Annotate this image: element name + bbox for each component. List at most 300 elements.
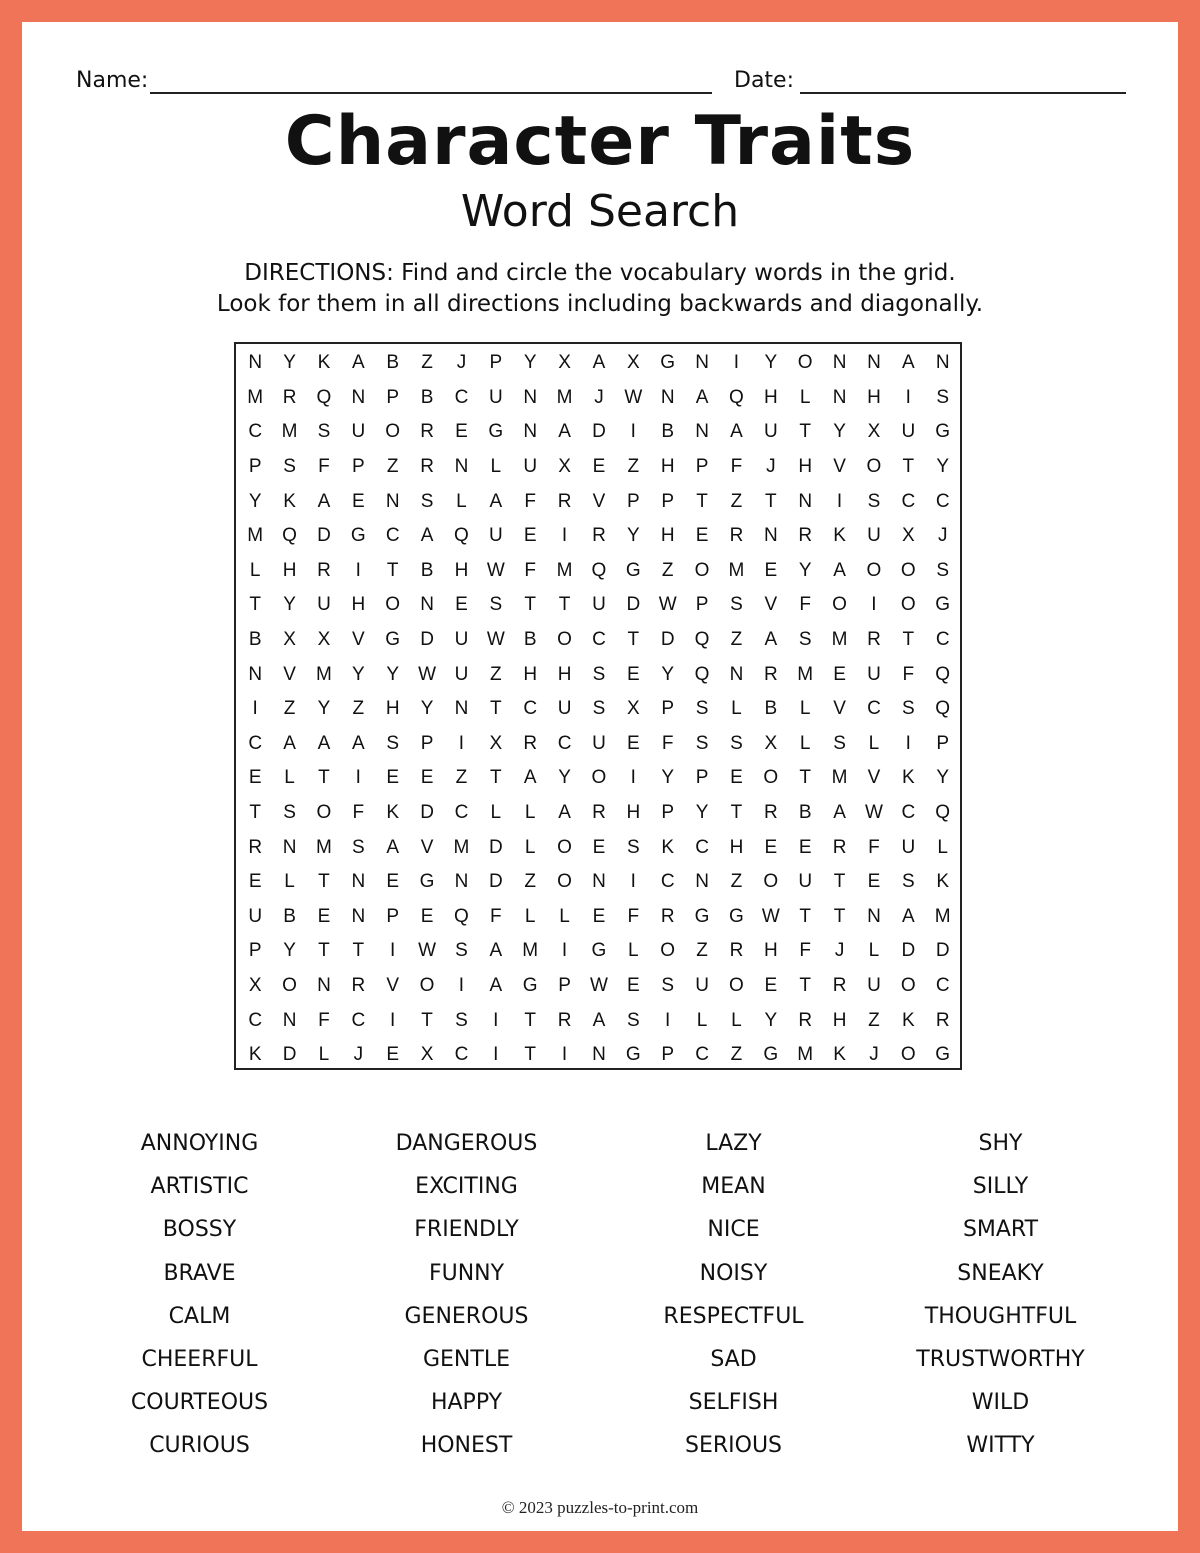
grid-cell[interactable]: U	[695, 974, 709, 996]
grid-cell[interactable]: N	[454, 698, 469, 720]
grid-cell[interactable]: L	[799, 698, 811, 720]
grid-cell[interactable]: P	[420, 732, 434, 754]
grid-cell[interactable]: E	[317, 905, 331, 927]
grid-cell[interactable]: Q	[454, 905, 469, 927]
grid-cell[interactable]: P	[248, 940, 262, 962]
grid-cell[interactable]: U	[901, 836, 916, 858]
grid-cell[interactable]: N	[420, 594, 434, 616]
grid-cell[interactable]: E	[455, 421, 468, 443]
grid-cell[interactable]: N	[695, 352, 709, 374]
grid-cell[interactable]: N	[523, 386, 538, 408]
grid-cell[interactable]: I	[733, 352, 740, 374]
grid-cell[interactable]: E	[867, 871, 881, 893]
grid-cell[interactable]: E	[730, 767, 743, 789]
grid-cell[interactable]: U	[454, 629, 469, 651]
grid-cell[interactable]: H	[282, 559, 297, 581]
grid-cell[interactable]: V	[833, 698, 846, 720]
grid-cell[interactable]: H	[798, 456, 813, 478]
grid-cell[interactable]: P	[351, 456, 365, 478]
grid-cell[interactable]: F	[318, 456, 330, 478]
grid-cell[interactable]: G	[522, 974, 538, 996]
grid-cell[interactable]: R	[420, 421, 434, 443]
grid-cell[interactable]: B	[420, 559, 434, 581]
grid-cell[interactable]: K	[386, 802, 400, 824]
grid-cell[interactable]: G	[625, 1044, 641, 1066]
grid-cell[interactable]: G	[935, 1044, 951, 1066]
grid-cell[interactable]: T	[524, 594, 536, 616]
grid-cell[interactable]: N	[317, 974, 331, 996]
grid-cell[interactable]: N	[798, 490, 813, 512]
grid-cell[interactable]: L	[524, 836, 536, 858]
grid-cell[interactable]: X	[317, 629, 331, 651]
grid-cell[interactable]: O	[316, 802, 332, 824]
grid-cell[interactable]: C	[454, 1044, 469, 1066]
grid-cell[interactable]: U	[351, 421, 366, 443]
grid-cell[interactable]: I	[458, 732, 465, 754]
grid-cell[interactable]: M	[556, 559, 573, 581]
grid-cell[interactable]: W	[589, 974, 608, 996]
grid-cell[interactable]: R	[935, 1009, 950, 1031]
grid-cell[interactable]: E	[248, 767, 262, 789]
grid-cell[interactable]: C	[454, 386, 469, 408]
grid-cell[interactable]: K	[833, 525, 846, 547]
grid-cell[interactable]: O	[660, 940, 676, 962]
grid-cell[interactable]: G	[935, 594, 951, 616]
grid-cell[interactable]: E	[764, 559, 778, 581]
grid-cell[interactable]: C	[248, 1009, 263, 1031]
grid-cell[interactable]: Q	[282, 525, 297, 547]
grid-cell[interactable]: S	[936, 386, 950, 408]
grid-cell[interactable]: C	[523, 698, 538, 720]
grid-cell[interactable]: I	[252, 698, 258, 720]
grid-cell[interactable]: A	[558, 421, 571, 443]
grid-cell[interactable]: Y	[833, 421, 846, 443]
grid-cell[interactable]: Q	[935, 698, 951, 720]
grid-cell[interactable]: W	[658, 594, 677, 616]
grid-cell[interactable]: E	[523, 525, 537, 547]
grid-cell[interactable]: M	[831, 629, 848, 651]
grid-cell[interactable]: O	[866, 456, 882, 478]
grid-cell[interactable]: B	[661, 421, 675, 443]
grid-cell[interactable]: N	[351, 871, 366, 893]
grid-cell[interactable]: N	[282, 1009, 297, 1031]
grid-cell[interactable]: L	[249, 559, 261, 581]
grid-cell[interactable]: X	[558, 456, 571, 478]
grid-cell[interactable]: B	[420, 386, 434, 408]
grid-cell[interactable]: F	[490, 905, 502, 927]
grid-cell[interactable]: X	[626, 698, 640, 720]
grid-cell[interactable]: O	[557, 836, 572, 858]
grid-cell[interactable]: L	[799, 732, 811, 754]
grid-cell[interactable]: Y	[420, 698, 434, 720]
grid-cell[interactable]: O	[385, 421, 401, 443]
grid-cell[interactable]: Z	[386, 456, 399, 478]
grid-cell[interactable]: S	[867, 490, 881, 512]
grid-cell[interactable]: G	[488, 421, 504, 443]
grid-cell[interactable]: K	[661, 836, 675, 858]
grid-cell[interactable]: N	[523, 421, 538, 443]
grid-cell[interactable]: M	[281, 421, 298, 443]
grid-cell[interactable]: T	[799, 421, 811, 443]
grid-cell[interactable]: Z	[524, 871, 536, 893]
grid-cell[interactable]: C	[935, 974, 950, 996]
grid-cell[interactable]: U	[454, 663, 469, 685]
grid-cell[interactable]: I	[561, 1044, 568, 1066]
grid-cell[interactable]: B	[798, 802, 812, 824]
grid-cell[interactable]: Q	[694, 663, 710, 685]
grid-cell[interactable]: H	[660, 525, 675, 547]
grid-cell[interactable]: C	[248, 421, 263, 443]
grid-cell[interactable]: N	[454, 456, 469, 478]
grid-cell[interactable]: D	[660, 629, 675, 651]
grid-cell[interactable]: S	[901, 698, 915, 720]
grid-cell[interactable]: N	[282, 836, 297, 858]
grid-cell[interactable]: J	[834, 940, 845, 962]
grid-cell[interactable]: Z	[283, 698, 296, 720]
grid-cell[interactable]: O	[282, 974, 297, 996]
grid-cell[interactable]: O	[385, 594, 401, 616]
grid-cell[interactable]: N	[248, 663, 263, 685]
grid-cell[interactable]: O	[419, 974, 435, 996]
grid-cell[interactable]: S	[695, 732, 709, 754]
grid-cell[interactable]: Q	[729, 386, 744, 408]
grid-cell[interactable]: K	[901, 1009, 915, 1031]
grid-cell[interactable]: S	[283, 456, 296, 478]
grid-cell[interactable]: O	[694, 559, 710, 581]
grid-cell[interactable]: O	[729, 974, 744, 996]
name-field[interactable]	[150, 92, 712, 94]
grid-cell[interactable]: C	[901, 490, 916, 512]
grid-cell[interactable]: A	[489, 974, 503, 996]
grid-cell[interactable]: T	[833, 905, 846, 927]
grid-cell[interactable]: V	[283, 663, 296, 685]
grid-cell[interactable]: S	[730, 732, 743, 754]
grid-cell[interactable]: A	[351, 352, 365, 374]
grid-cell[interactable]: Y	[283, 940, 296, 962]
grid-cell[interactable]: N	[695, 871, 709, 893]
grid-cell[interactable]: G	[729, 905, 744, 927]
grid-cell[interactable]: Y	[936, 456, 950, 478]
grid-cell[interactable]: Y	[248, 490, 262, 512]
grid-cell[interactable]: P	[936, 732, 950, 754]
grid-cell[interactable]: N	[454, 871, 469, 893]
grid-cell[interactable]: C	[592, 629, 606, 651]
grid-cell[interactable]: L	[524, 802, 536, 824]
grid-cell[interactable]: E	[420, 905, 434, 927]
grid-cell[interactable]: L	[628, 940, 639, 962]
grid-cell[interactable]: N	[248, 352, 263, 374]
grid-cell[interactable]: D	[488, 836, 503, 858]
grid-cell[interactable]: R	[592, 802, 606, 824]
grid-cell[interactable]: H	[867, 386, 881, 408]
grid-cell[interactable]: H	[729, 836, 744, 858]
grid-cell[interactable]: K	[833, 1044, 846, 1066]
grid-cell[interactable]: J	[353, 1044, 364, 1066]
grid-cell[interactable]: Z	[627, 456, 640, 478]
grid-cell[interactable]: H	[523, 663, 538, 685]
grid-cell[interactable]: M	[247, 525, 264, 547]
grid-cell[interactable]: A	[833, 802, 846, 824]
grid-cell[interactable]: R	[763, 802, 778, 824]
grid-cell[interactable]: X	[489, 732, 503, 754]
grid-cell[interactable]: D	[592, 421, 606, 443]
grid-cell[interactable]: I	[458, 974, 465, 996]
grid-cell[interactable]: J	[869, 1044, 879, 1066]
grid-cell[interactable]: E	[592, 456, 606, 478]
grid-cell[interactable]: O	[900, 974, 916, 996]
grid-cell[interactable]: M	[522, 940, 539, 962]
grid-cell[interactable]: E	[592, 905, 606, 927]
grid-cell[interactable]: X	[558, 352, 571, 374]
grid-cell[interactable]: X	[764, 732, 778, 754]
grid-cell[interactable]: N	[867, 352, 881, 374]
grid-cell[interactable]: W	[418, 663, 437, 685]
grid-cell[interactable]: N	[729, 663, 744, 685]
grid-cell[interactable]: Q	[454, 525, 469, 547]
grid-cell[interactable]: P	[661, 490, 675, 512]
grid-cell[interactable]: L	[868, 940, 880, 962]
grid-cell[interactable]: I	[390, 1009, 396, 1031]
grid-cell[interactable]: R	[557, 1009, 572, 1031]
grid-cell[interactable]: E	[420, 767, 434, 789]
grid-cell[interactable]: C	[660, 871, 675, 893]
grid-cell[interactable]: X	[626, 352, 640, 374]
grid-cell[interactable]: X	[867, 421, 881, 443]
grid-cell[interactable]: R	[282, 386, 297, 408]
grid-cell[interactable]: A	[592, 352, 606, 374]
grid-cell[interactable]: O	[832, 594, 847, 616]
grid-cell[interactable]: O	[900, 594, 916, 616]
grid-cell[interactable]: R	[867, 629, 881, 651]
grid-cell[interactable]: G	[385, 629, 401, 651]
grid-cell[interactable]: S	[386, 732, 400, 754]
grid-cell[interactable]: D	[420, 802, 434, 824]
grid-cell[interactable]: P	[386, 386, 400, 408]
grid-cell[interactable]: L	[284, 871, 295, 893]
grid-cell[interactable]: R	[729, 525, 744, 547]
grid-cell[interactable]: H	[660, 456, 675, 478]
grid-cell[interactable]: P	[661, 698, 675, 720]
grid-cell[interactable]: N	[695, 421, 709, 443]
grid-cell[interactable]: H	[454, 559, 469, 581]
grid-cell[interactable]: P	[386, 905, 400, 927]
grid-cell[interactable]: G	[350, 525, 366, 547]
grid-cell[interactable]: X	[901, 525, 915, 547]
grid-cell[interactable]: Z	[868, 1009, 880, 1031]
grid-cell[interactable]: D	[935, 940, 950, 962]
grid-cell[interactable]: O	[866, 559, 882, 581]
grid-cell[interactable]: J	[594, 386, 604, 408]
grid-cell[interactable]: V	[386, 974, 400, 996]
grid-cell[interactable]: Z	[730, 490, 743, 512]
grid-cell[interactable]: V	[351, 629, 365, 651]
grid-cell[interactable]: A	[901, 905, 915, 927]
grid-cell[interactable]: O	[900, 559, 916, 581]
grid-cell[interactable]: R	[351, 974, 366, 996]
grid-cell[interactable]: W	[761, 905, 780, 927]
grid-cell[interactable]: A	[420, 525, 434, 547]
grid-cell[interactable]: Z	[661, 559, 674, 581]
grid-cell[interactable]: M	[316, 663, 332, 685]
grid-cell[interactable]: N	[385, 490, 400, 512]
grid-cell[interactable]: Z	[455, 767, 468, 789]
grid-cell[interactable]: A	[317, 732, 331, 754]
grid-cell[interactable]: Y	[523, 352, 537, 374]
grid-cell[interactable]: P	[558, 974, 571, 996]
grid-cell[interactable]: G	[625, 559, 641, 581]
grid-cell[interactable]: R	[832, 974, 847, 996]
grid-cell[interactable]: N	[351, 386, 366, 408]
grid-cell[interactable]: M	[316, 836, 332, 858]
grid-cell[interactable]: I	[561, 940, 568, 962]
grid-cell[interactable]: T	[386, 559, 399, 581]
grid-cell[interactable]: O	[591, 767, 607, 789]
grid-cell[interactable]: I	[665, 1009, 671, 1031]
grid-cell[interactable]: Y	[386, 663, 400, 685]
grid-cell[interactable]: E	[592, 836, 606, 858]
grid-cell[interactable]: V	[867, 767, 881, 789]
grid-cell[interactable]: L	[731, 698, 742, 720]
grid-cell[interactable]: O	[763, 767, 779, 789]
grid-cell[interactable]: U	[867, 525, 881, 547]
grid-cell[interactable]: B	[248, 629, 262, 651]
grid-cell[interactable]: N	[763, 525, 778, 547]
grid-cell[interactable]: W	[486, 629, 505, 651]
grid-cell[interactable]: N	[867, 905, 881, 927]
grid-cell[interactable]: D	[317, 525, 331, 547]
grid-cell[interactable]: T	[765, 490, 777, 512]
grid-cell[interactable]: L	[937, 836, 948, 858]
grid-cell[interactable]: L	[731, 1009, 742, 1031]
grid-cell[interactable]: T	[799, 974, 811, 996]
grid-cell[interactable]: H	[626, 802, 641, 824]
grid-cell[interactable]: L	[559, 905, 570, 927]
grid-cell[interactable]: C	[867, 698, 881, 720]
grid-cell[interactable]: S	[661, 974, 675, 996]
grid-cell[interactable]: I	[905, 386, 911, 408]
grid-cell[interactable]: F	[902, 663, 915, 685]
grid-cell[interactable]: O	[900, 1044, 916, 1066]
grid-cell[interactable]: Y	[317, 698, 331, 720]
grid-cell[interactable]: B	[386, 352, 400, 374]
grid-cell[interactable]: J	[766, 456, 776, 478]
grid-cell[interactable]: E	[248, 871, 262, 893]
grid-cell[interactable]: R	[798, 525, 813, 547]
grid-cell[interactable]: T	[799, 767, 811, 789]
grid-cell[interactable]: U	[317, 594, 331, 616]
grid-cell[interactable]: W	[418, 940, 437, 962]
grid-cell[interactable]: N	[592, 871, 606, 893]
grid-cell[interactable]: W	[624, 386, 643, 408]
grid-cell[interactable]: T	[627, 629, 640, 651]
grid-cell[interactable]: S	[317, 421, 331, 443]
grid-cell[interactable]: L	[524, 905, 536, 927]
grid-cell[interactable]: U	[798, 871, 813, 893]
grid-cell[interactable]: Q	[694, 629, 710, 651]
grid-cell[interactable]: Z	[730, 629, 743, 651]
grid-cell[interactable]: O	[763, 871, 779, 893]
grid-cell[interactable]: A	[592, 1009, 606, 1031]
grid-cell[interactable]: M	[728, 559, 745, 581]
grid-cell[interactable]: U	[867, 974, 881, 996]
grid-cell[interactable]: T	[490, 698, 502, 720]
grid-cell[interactable]: M	[934, 905, 951, 927]
grid-cell[interactable]: X	[283, 629, 296, 651]
grid-cell[interactable]: H	[763, 940, 778, 962]
grid-cell[interactable]: T	[318, 767, 330, 789]
grid-cell[interactable]: Z	[730, 871, 743, 893]
grid-cell[interactable]: H	[763, 386, 778, 408]
grid-cell[interactable]: N	[935, 352, 950, 374]
grid-cell[interactable]: F	[352, 802, 365, 824]
grid-cell[interactable]: I	[630, 767, 636, 789]
grid-cell[interactable]: T	[352, 940, 365, 962]
grid-cell[interactable]: S	[283, 802, 296, 824]
grid-cell[interactable]: L	[799, 386, 811, 408]
grid-cell[interactable]: Y	[351, 663, 365, 685]
grid-cell[interactable]: Y	[283, 594, 296, 616]
date-field[interactable]	[800, 92, 1126, 94]
grid-cell[interactable]: H	[832, 1009, 847, 1031]
grid-cell[interactable]: U	[592, 732, 606, 754]
grid-cell[interactable]: C	[454, 802, 469, 824]
grid-cell[interactable]: T	[558, 594, 571, 616]
grid-cell[interactable]: R	[420, 456, 434, 478]
grid-cell[interactable]: L	[868, 732, 880, 754]
grid-cell[interactable]: I	[493, 1009, 499, 1031]
grid-cell[interactable]: M	[247, 386, 264, 408]
grid-cell[interactable]: F	[868, 836, 880, 858]
grid-cell[interactable]: C	[248, 732, 263, 754]
grid-cell[interactable]: K	[283, 490, 296, 512]
grid-cell[interactable]: R	[557, 490, 572, 512]
grid-cell[interactable]: R	[798, 1009, 813, 1031]
grid-cell[interactable]: C	[557, 732, 572, 754]
grid-cell[interactable]: Q	[316, 386, 332, 408]
grid-cell[interactable]: S	[798, 629, 812, 651]
grid-cell[interactable]: T	[249, 802, 261, 824]
grid-cell[interactable]: U	[592, 594, 606, 616]
grid-cell[interactable]: L	[456, 490, 467, 512]
grid-cell[interactable]: E	[798, 836, 812, 858]
grid-cell[interactable]: A	[558, 802, 571, 824]
grid-cell[interactable]: I	[630, 421, 636, 443]
grid-cell[interactable]: T	[902, 456, 915, 478]
grid-cell[interactable]: S	[592, 663, 606, 685]
grid-cell[interactable]: T	[833, 871, 846, 893]
grid-cell[interactable]: Q	[935, 802, 951, 824]
grid-cell[interactable]: C	[901, 802, 916, 824]
grid-cell[interactable]: S	[351, 836, 365, 858]
grid-cell[interactable]: D	[901, 940, 916, 962]
grid-cell[interactable]: T	[421, 1009, 433, 1031]
grid-cell[interactable]: A	[764, 629, 778, 651]
grid-cell[interactable]: G	[660, 352, 676, 374]
grid-cell[interactable]: Q	[935, 663, 951, 685]
grid-cell[interactable]: U	[488, 525, 503, 547]
grid-cell[interactable]: Y	[764, 1009, 778, 1031]
grid-cell[interactable]: Y	[626, 525, 640, 547]
grid-cell[interactable]: G	[763, 1044, 779, 1066]
grid-cell[interactable]: A	[730, 421, 743, 443]
grid-cell[interactable]: S	[833, 732, 846, 754]
grid-cell[interactable]: B	[523, 629, 537, 651]
grid-cell[interactable]: R	[729, 940, 744, 962]
grid-cell[interactable]: L	[490, 802, 502, 824]
grid-cell[interactable]: Z	[730, 1044, 743, 1066]
grid-cell[interactable]: R	[660, 905, 675, 927]
grid-cell[interactable]: A	[489, 490, 503, 512]
